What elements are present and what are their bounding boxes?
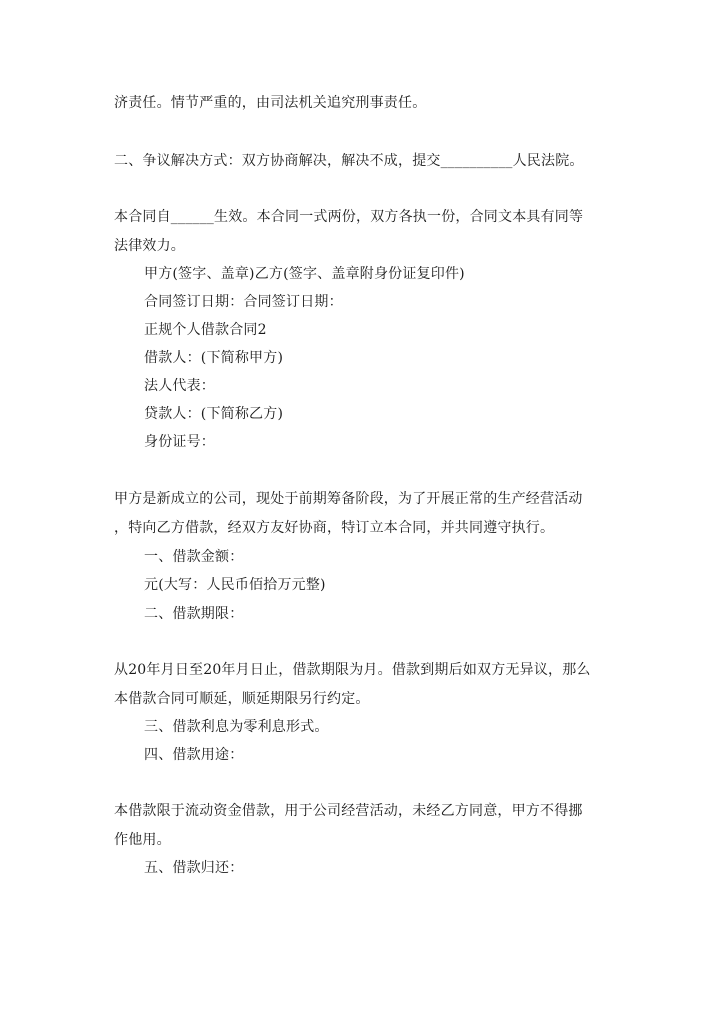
paragraph-intro-line-2: ，特向乙方借款，经双方友好协商，特订立本合同，并共同遵守执行。 (114, 520, 555, 536)
borrower-line: 借款人：(下简称甲方) (144, 350, 284, 366)
lender-line: 贷款人：(下简称乙方) (144, 406, 284, 422)
id-number-line: 身份证号： (144, 434, 215, 450)
signing-date-line: 合同签订日期：合同签订日期： (144, 294, 343, 310)
legal-representative-line: 法人代表： (144, 378, 215, 394)
paragraph-intro-line-1: 甲方是新成立的公司，现处于前期筹备阶段，为了开展正常的生产经营活动 (114, 491, 583, 507)
signature-line: 甲方(签字、盖章)乙方(签字、盖章附身份证复印件) (144, 266, 465, 282)
paragraph-effective-line-1: 本合同自______生效。本合同一式两份，双方各执一份，合同文本具有同等 (114, 209, 584, 225)
paragraph-term-line-2: 本借款合同可顺延，顺延期限另行约定。 (114, 691, 370, 707)
loan-amount-value: 元(大写：人民币佰拾万元整) (144, 577, 326, 593)
section-loan-purpose: 四、借款用途： (144, 747, 244, 763)
paragraph-effective-line-2: 法律效力。 (114, 238, 185, 254)
paragraph-liability-end: 济责任。情节严重的，由司法机关追究刑事责任。 (114, 95, 427, 111)
paragraph-term-line-1: 从20年月日至20年月日止，借款期限为月。借款到期后如双方无异议，那么 (114, 662, 591, 678)
paragraph-purpose-line-2: 作他用。 (114, 832, 171, 848)
section-loan-term: 二、借款期限： (144, 606, 244, 622)
contract-title: 正规个人借款合同2 (144, 322, 267, 338)
section-loan-amount: 一、借款金额： (144, 549, 244, 565)
section-interest: 三、借款利息为零利息形式。 (144, 719, 329, 735)
section-loan-repayment: 五、借款归还： (144, 860, 244, 876)
paragraph-purpose-line-1: 本借款限于流动资金借款，用于公司经营活动，未经乙方同意，甲方不得挪 (114, 803, 583, 819)
paragraph-dispute-resolution: 二、争议解决方式：双方协商解决，解决不成，提交__________人民法院。 (114, 153, 584, 169)
